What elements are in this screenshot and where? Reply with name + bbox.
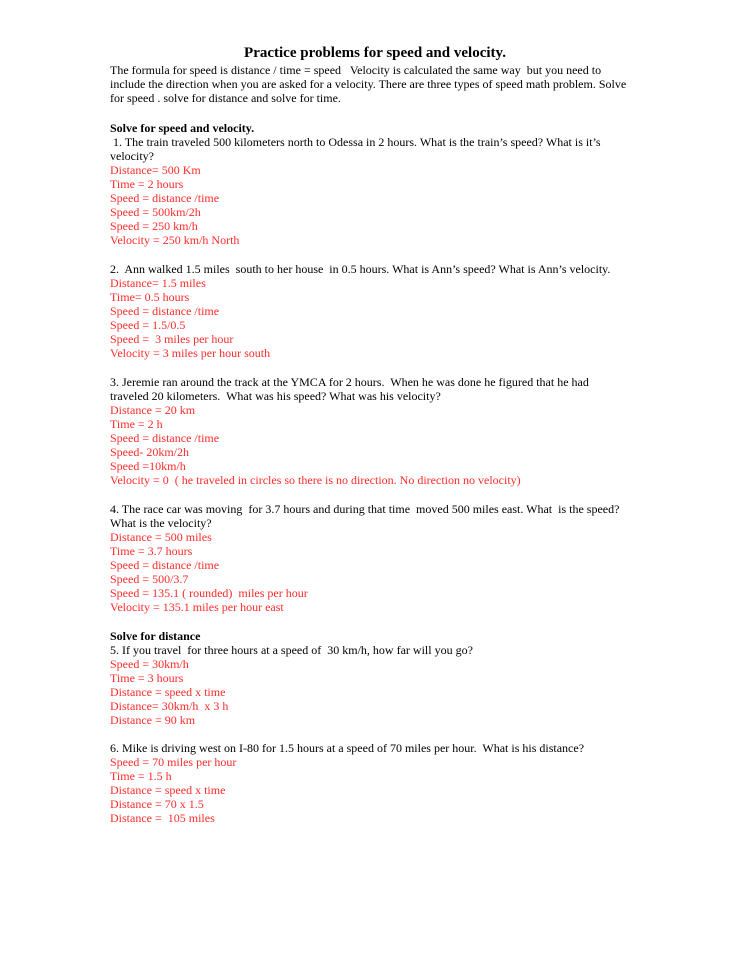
problem-4-answer: Speed = distance /time [110,558,220,572]
problem-3-answer: Speed = distance /time [110,431,220,445]
problem-6-question: 6. Mike is driving west on I-80 for 1.5 hours at a speed of 70 miles per hour. What is his distance? [110,741,585,755]
problem-3-answer: Distance = 20 km [110,403,196,417]
problem-4-question: 4. The race car was moving for 3.7 hours and during that time moved 500 miles east. What is the speed? [110,502,620,516]
intro-line: for speed . solve for distance and solve for time. [110,91,341,105]
problem-3-answer: Speed =10km/h [110,459,186,473]
problem-4-answer: Speed = 135.1 ( rounded) miles per hour [110,586,308,600]
problem-3-answer: Velocity = 0 ( he traveled in circles so there is no direction. No direction no velocity) [110,473,521,487]
problem-5-answer: Distance= 30km/h x 3 h [110,699,229,713]
problem-1-question: 1. The train traveled 500 kilometers north to Odessa in 2 hours. What is the train’s speed? What is it’s [110,135,601,149]
problem-3-answer: Speed- 20km/2h [110,445,189,459]
problem-3-answer: Time = 2 h [110,417,163,431]
problem-4-answer: Time = 3.7 hours [110,544,193,558]
intro-line: include the direction when you are asked for a velocity. There are three types of speed math problem. Solve [110,77,627,91]
intro-line: The formula for speed is distance / time = speed Velocity is calculated the same way but you need to [110,63,602,77]
section-heading-distance: Solve for distance [110,629,201,643]
problem-6-answer: Distance = 105 miles [110,811,215,825]
problem-5-answer: Speed = 30km/h [110,657,189,671]
problem-4-question: What is the velocity? [110,516,212,530]
problem-1-answer: Speed = 250 km/h [110,219,198,233]
problem-1-answer: Time = 2 hours [110,177,184,191]
problem-1-answer: Speed = 500km/2h [110,205,201,219]
problem-2-answer: Speed = distance /time [110,304,220,318]
problem-1-answer: Velocity = 250 km/h North [110,233,240,247]
problem-5-answer: Distance = speed x time [110,685,226,699]
problem-2-answer: Time= 0.5 hours [110,290,190,304]
problem-4-answer: Speed = 500/3.7 [110,572,189,586]
problem-6-answer: Distance = speed x time [110,783,226,797]
problem-4-answer: Velocity = 135.1 miles per hour east [110,600,284,614]
problem-2-question: 2. Ann walked 1.5 miles south to her house in 0.5 hours. What is Ann’s speed? What is Ann’s velocity. [110,262,611,276]
problem-2-answer: Speed = 1.5/0.5 [110,318,186,332]
problem-1-answer: Speed = distance /time [110,191,220,205]
problem-2-answer: Velocity = 3 miles per hour south [110,346,271,360]
problem-6-answer: Speed = 70 miles per hour [110,755,237,769]
problem-1-answer: Distance= 500 Km [110,163,201,177]
problem-5-question: 5. If you travel for three hours at a speed of 30 km/h, how far will you go? [110,643,473,657]
problem-2-answer: Speed = 3 miles per hour [110,332,234,346]
problem-5-answer: Distance = 90 km [110,713,196,727]
problem-3-question: traveled 20 kilometers. What was his speed? What was his velocity? [110,389,441,403]
problem-4-answer: Distance = 500 miles [110,530,212,544]
problem-6-answer: Time = 1.5 h [110,769,172,783]
problem-2-answer: Distance= 1.5 miles [110,276,206,290]
problem-5-answer: Time = 3 hours [110,671,184,685]
problem-6-answer: Distance = 70 x 1.5 [110,797,204,811]
problem-3-question: 3. Jeremie ran around the track at the YMCA for 2 hours. When he was done he figured that he had [110,375,589,389]
page-title: Practice problems for speed and velocity. [244,45,506,61]
problem-1-question: velocity? [110,149,154,163]
section-heading-speed: Solve for speed and velocity. [110,121,255,135]
